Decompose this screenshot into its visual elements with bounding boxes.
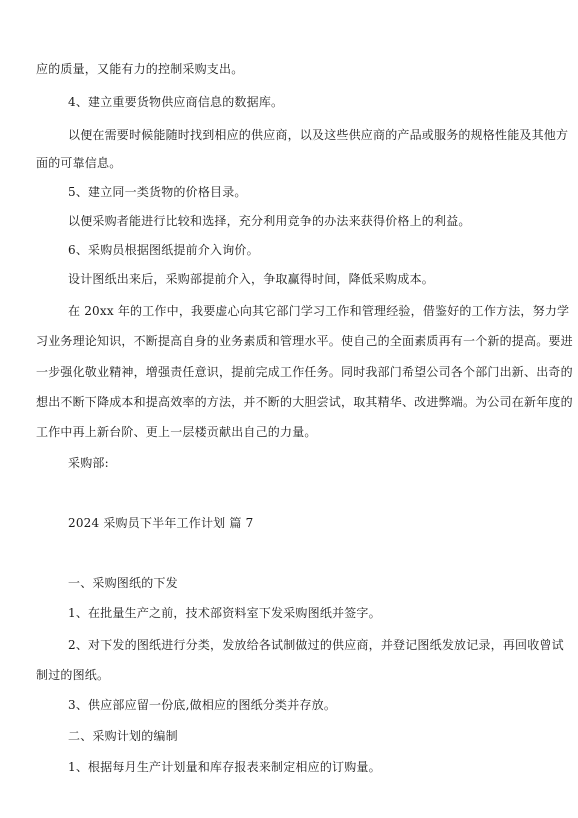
section-heading: 二、采购计划的编制 [68, 729, 178, 743]
section-title: 2024 采购员下半年工作计划 篇 7 [68, 516, 254, 530]
list-item: 5、建立同一类货物的价格目录。 [68, 185, 247, 199]
paragraph-line: 工作中再上新台阶、更上一层楼贡献出自己的力量。 [36, 425, 317, 439]
paragraph-line: 制过的图纸。 [36, 668, 110, 682]
paragraph-line: 一步强化敬业精神，增强责任意识，提前完成工作任务。同时我部门希望公司各个部门出新、出奇的 [36, 365, 573, 379]
paragraph-line: 设计图纸出来后，采购部提前介入，争取赢得时间，降低采购成本。 [68, 272, 435, 286]
paragraph-line: 面的可靠信息。 [36, 156, 122, 170]
paragraph-line: 习业务理论知识，不断提高自身的业务素质和管理水平。使自己的全面素质再有一个新的提高。要进 [36, 334, 573, 348]
list-item: 1、根据每月生产计划量和库存报表来制定相应的订购量。 [68, 760, 381, 774]
list-item: 4、建立重要货物供应商信息的数据库。 [68, 95, 284, 109]
paragraph-line: 在 20xx 年的工作中，我要虚心向其它部门学习工作和管理经验，借鉴好的工作方法，努力学 [68, 304, 570, 318]
list-item: 3、供应部应留一份底,做相应的图纸分类并存放。 [68, 698, 337, 712]
section-heading: 一、采购图纸的下发 [68, 576, 178, 590]
list-item: 6、采购员根据图纸提前介入询价。 [68, 243, 259, 257]
paragraph-line: 应的质量，又能有力的控制采购支出。 [36, 62, 244, 76]
signature-line: 采购部: [68, 456, 109, 470]
paragraph-line: 以便在需要时候能随时找到相应的供应商，以及这些供应商的产品或服务的规格性能及其他方 [68, 128, 569, 142]
list-item: 1、在批量生产之前，技术部资料室下发采购图纸并签字。 [68, 606, 381, 620]
paragraph-line: 想出不断下降成本和提高效率的方法，并不断的大胆尝试，取其精华、改进弊端。为公司在新年度的 [36, 395, 573, 409]
list-item: 2、对下发的图纸进行分类，发放给各试制做过的供应商，并登记图纸发放记录，再回收曾试 [68, 638, 564, 652]
paragraph-line: 以便采购者能进行比较和选择，充分利用竞争的办法来获得价格上的利益。 [68, 214, 471, 228]
